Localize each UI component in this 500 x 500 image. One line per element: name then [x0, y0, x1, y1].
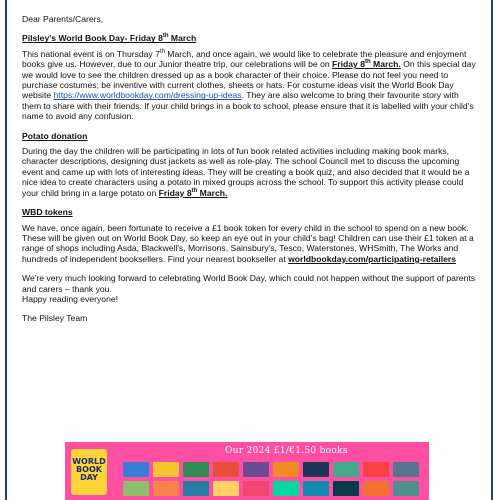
book-cover [303, 481, 329, 496]
book-cover [243, 462, 269, 477]
greeting: Dear Parents/Carers, [22, 14, 104, 24]
poster-title: Our 2024 £1/€1.50 books [225, 446, 348, 456]
paragraph-potato [22, 146, 476, 198]
text-run: We have, once again, been fortunate to receive a £1 book token for every child in the school to spend on a new book. These will be given out on World Book Day, so keep an eye out in your child's bag! Children can use their £1 token at a range of shops including Asda, Blackwell's, Morrisons, Sainsbury's, Tesco, Waterstones, WHSmith, The Works and hundreds of independent booksellers. Find your nearest bookseller at [22, 222, 474, 264]
book-cover [303, 462, 329, 477]
book-day-poster [65, 442, 429, 500]
book-cover [393, 481, 419, 496]
paragraph-world-book-day [22, 49, 476, 122]
book-cover [183, 462, 209, 477]
section-heading-tokens: WBD tokens [22, 207, 73, 218]
book-cover [153, 462, 179, 477]
book-cover [153, 481, 179, 496]
world-book-day-logo [71, 449, 107, 495]
text-run: On this special day we would love to see the children dressed up as a book character of their choice. Please do not feel you need to purchase costumes; be inventive with current clothes, sheets or hats. For costume ideas visit the World Book Day website [22, 59, 476, 101]
text-run: March, and once again, we would like to celebrate the pleasure and enjoyment books give us. However, due to our Junior theatre trip, our celebrations will be on [22, 48, 467, 70]
date-tail: March. [197, 187, 228, 198]
heading-tail: March [168, 33, 197, 44]
dressing-up-ideas-link[interactable]: https://www.worldbookday.com/dressing-up-ideas [53, 90, 242, 101]
text-run: This national event is on Thursday 7 [22, 48, 160, 59]
logo-line: DAY [80, 473, 98, 482]
book-cover [273, 462, 299, 477]
signoff: The Pilsley Team [22, 313, 88, 324]
book-covers-grid [123, 460, 423, 500]
book-cover [243, 481, 269, 496]
section-heading-potato: Potato donation [22, 130, 88, 141]
date-text: Friday 8 [158, 187, 192, 198]
book-cover [273, 481, 299, 496]
book-cover [183, 481, 209, 496]
book-cover [123, 481, 149, 496]
potato-date [159, 188, 228, 198]
heading-sup: th [162, 33, 169, 40]
text-run: During the day the children will be participating in lots of fun book related activities including making book marks, character descriptions, designing dust jackets as well as role-play. The school Council met to discuss the upcoming event and came up with lots of interesting ideas. They will be creating a book quiz, and also decided that it would be a nice idea to create characters using a potato in mixed groups across the school. To support this activity please could your child bring in a large potato on [22, 146, 470, 198]
closing-paragraph [22, 273, 476, 304]
date-sup: th [365, 59, 371, 66]
section-heading-world-book-day [22, 33, 476, 43]
text-run: . They are also welcome to bring their favourite story with them to share with their friends. If your child brings in a book to school, please ensure that it is labelled with your child's name to avoid any confusion. [22, 90, 474, 122]
date-text: Friday 8 [332, 59, 365, 70]
date-sup: th [191, 187, 198, 194]
paragraph-tokens [22, 223, 476, 265]
book-cover [363, 481, 389, 496]
closing-line: Happy reading everyone! [22, 293, 119, 304]
book-cover [363, 462, 389, 477]
date-tail: March. [370, 59, 401, 70]
logo-line: WORLD [72, 457, 106, 466]
text-sup: th [159, 48, 165, 55]
celebration-date [332, 59, 401, 69]
letter-body [22, 14, 476, 333]
book-cover [123, 462, 149, 477]
retailers-link[interactable]: worldbookday.com/participating-retailers [288, 253, 457, 264]
logo-line: BOOK [76, 465, 102, 474]
book-cover [333, 462, 359, 477]
heading-text: Pilsley's World Book Day- Friday 8 [22, 33, 163, 44]
book-cover [213, 481, 239, 496]
closing-line: We're very much looking forward to celebrating World Book Day, which could not happen without the support of parents and carers – thank you. [22, 273, 476, 294]
book-cover [213, 462, 239, 477]
book-cover [393, 462, 419, 477]
book-cover [333, 481, 359, 496]
